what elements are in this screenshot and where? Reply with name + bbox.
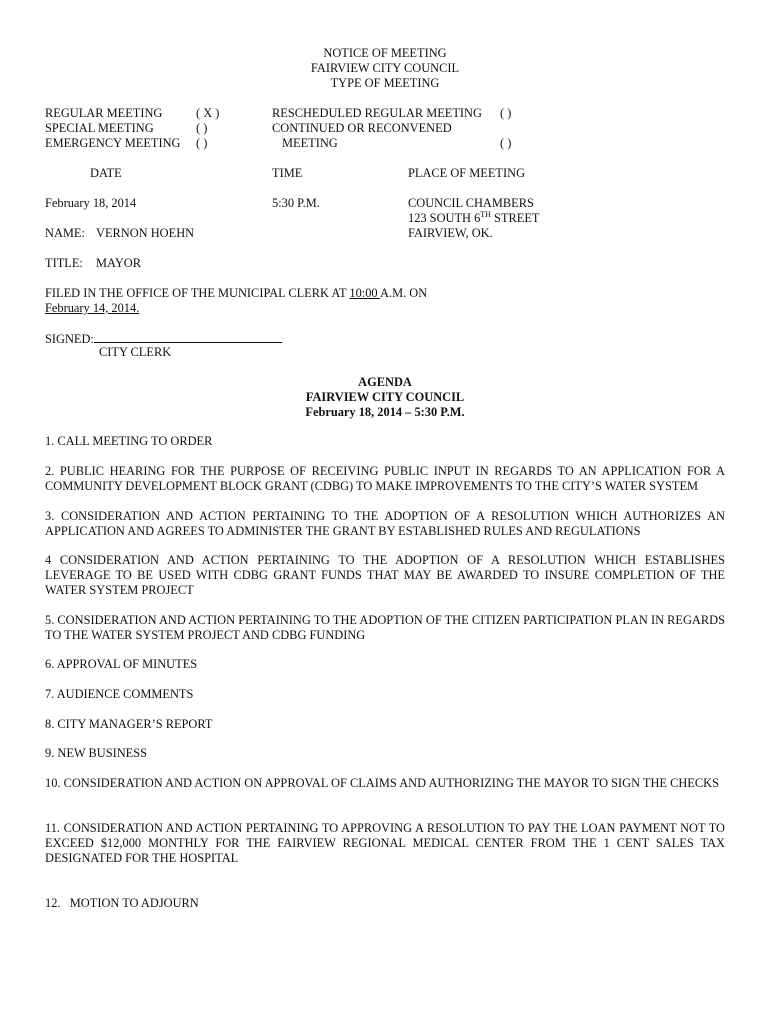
agenda-item-4: 4 CONSIDERATION AND ACTION PERTAINING TO THE ADOPTION OF A RESOLUTION WHICH ESTABLISHES LEVERAGE TO BE USED WITH CDBG GRANT FUNDS THAT MAY BE AWARDED TO INSURE COMPLETION OF THE WATER SYSTEM PROJECT (45, 553, 725, 597)
special-meeting-label: SPECIAL MEETING (45, 121, 154, 135)
place-line-2 (408, 211, 539, 226)
agenda-item-11: 11. CONSIDERATION AND ACTION PERTAINING TO APPROVING A RESOLUTION TO PAY THE LOAN PAYMENT NOT TO EXCEED $12,000 MONTHLY FOR THE FAIRVIEW REGIONAL MEDICAL CENTER FROM THE 1 CENT SALES TAX DESIGNATED FOR THE HOSPITAL (45, 821, 725, 865)
agenda-title: AGENDA (358, 375, 412, 389)
signed-label: SIGNED: (45, 332, 94, 346)
notice-title: NOTICE OF MEETING (323, 46, 447, 60)
name-label: NAME: (45, 226, 85, 240)
city-clerk-label: CITY CLERK (99, 345, 172, 359)
meeting-time: 5:30 P.M. (272, 196, 320, 210)
agenda-item-2: 2. PUBLIC HEARING FOR THE PURPOSE OF RECEIVING PUBLIC INPUT IN REGARDS TO AN APPLICATION FOR A COMMUNITY DEVELOPMENT BLOCK GRANT (CDBG) TO MAKE IMPROVEMENTS TO THE CITY’S WATER SYSTEM (45, 464, 725, 493)
signature-line (94, 330, 282, 343)
continued-meeting-label: CONTINUED OR RECONVENED (272, 121, 452, 135)
meeting-date: February 18, 2014 (45, 196, 137, 210)
place-street-suffix: TH (480, 210, 491, 219)
place-street-number: 123 SOUTH 6 (408, 211, 481, 225)
place-line-1: COUNCIL CHAMBERS (408, 196, 534, 210)
emergency-meeting-checkbox: ( ) (196, 136, 208, 150)
agenda-item-1: 1. CALL MEETING TO ORDER (45, 434, 213, 448)
regular-meeting-checkbox: ( X ) (196, 106, 220, 120)
rescheduled-meeting-label: RESCHEDULED REGULAR MEETING (272, 106, 482, 120)
agenda-item-9: 9. NEW BUSINESS (45, 746, 148, 760)
agenda-council-name: FAIRVIEW CITY COUNCIL (305, 390, 465, 404)
filing-statement (45, 286, 427, 301)
agenda-item-5: 5. CONSIDERATION AND ACTION PERTAINING TO THE ADOPTION OF THE CITIZEN PARTICIPATION PLAN IN REGARDS TO THE WATER SYSTEM PROJECT AND CDBG FUNDING (45, 613, 725, 642)
agenda-item-8: 8. CITY MANAGER’S REPORT (45, 717, 213, 731)
date-heading: DATE (90, 166, 122, 180)
continued-meeting-checkbox: ( ) (500, 136, 512, 150)
filing-text-end: A.M. ON (380, 286, 428, 300)
agenda-item-12: 12. MOTION TO ADJOURN (45, 896, 199, 910)
special-meeting-checkbox: ( ) (196, 121, 208, 135)
filing-text: FILED IN THE OFFICE OF THE MUNICIPAL CLERK AT (45, 286, 350, 300)
emergency-meeting-label: EMERGENCY MEETING (45, 136, 181, 150)
agenda-date-time: February 18, 2014 – 5:30 P.M. (305, 405, 465, 419)
agenda-item-3: 3. CONSIDERATION AND ACTION PERTAINING TO THE ADOPTION OF A RESOLUTION WHICH AUTHORIZES AN APPLICATION AND AGREES TO ADMINISTER THE GRANT BY ESTABLISHED RULES AND REGULATIONS (45, 509, 725, 538)
continued-meeting-label-2: MEETING (282, 136, 338, 150)
agenda-item-6: 6. APPROVAL OF MINUTES (45, 657, 198, 671)
title-value: MAYOR (96, 256, 141, 270)
place-line-3: FAIRVIEW, OK. (408, 226, 493, 240)
time-heading: TIME (272, 166, 303, 180)
type-of-meeting-heading: TYPE OF MEETING (330, 76, 440, 90)
agenda-item-7: 7. AUDIENCE COMMENTS (45, 687, 194, 701)
place-street-name: STREET (490, 211, 540, 225)
title-label: TITLE: (45, 256, 83, 270)
name-value: VERNON HOEHN (96, 226, 195, 240)
filing-time: 10:00 (349, 286, 381, 300)
rescheduled-meeting-checkbox: ( ) (500, 106, 512, 120)
regular-meeting-label: REGULAR MEETING (45, 106, 163, 120)
council-name: FAIRVIEW CITY COUNCIL (310, 61, 460, 75)
filing-date: February 14, 2014. (45, 301, 140, 315)
place-heading: PLACE OF MEETING (408, 166, 526, 180)
agenda-item-10: 10. CONSIDERATION AND ACTION ON APPROVAL OF CLAIMS AND AUTHORIZING THE MAYOR TO SIGN THE CHECKS (45, 776, 719, 790)
